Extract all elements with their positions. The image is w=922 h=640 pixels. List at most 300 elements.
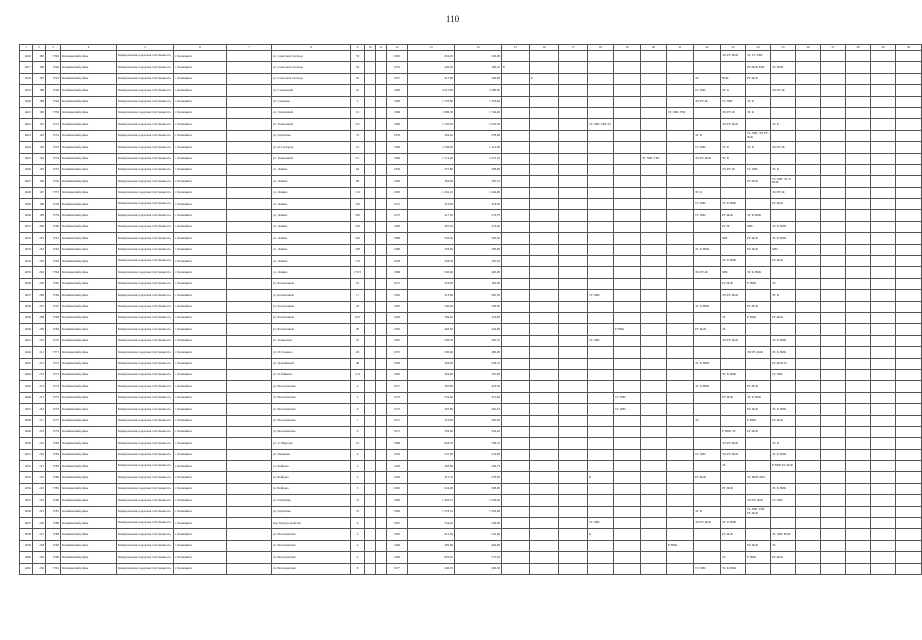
table-cell <box>846 529 871 540</box>
table-cell: Калининский район <box>61 256 117 267</box>
table-cell <box>376 153 387 164</box>
table-cell: 9 <box>351 426 365 437</box>
table-cell: г. Калининск <box>174 210 227 221</box>
table-cell <box>871 301 896 312</box>
table-cell <box>871 233 896 244</box>
table-cell: 6 <box>351 404 365 415</box>
table-cell <box>771 392 796 403</box>
table-cell <box>614 221 641 232</box>
table-cell: 17 <box>351 290 365 301</box>
table-cell: ТС ХВС <box>694 199 721 210</box>
table-cell: ЭО РУ-Ф-Ф <box>721 119 746 130</box>
table-cell: 463,00 <box>455 267 502 278</box>
table-cell: 5 <box>351 483 365 494</box>
table-cell <box>821 278 846 289</box>
table-cell <box>502 404 530 415</box>
table-cell: 1969 <box>387 153 408 164</box>
table-cell: 18 <box>351 301 365 312</box>
table-cell: 5759 <box>46 210 61 221</box>
table-cell: 294,60 <box>455 73 502 84</box>
table-cell <box>796 233 821 244</box>
table-cell <box>846 221 871 232</box>
table-cell <box>530 187 559 198</box>
table-cell: 222 <box>33 472 46 483</box>
table-cell: 53 <box>351 51 365 62</box>
table-cell: 1957 <box>387 73 408 84</box>
table-cell: г. Калининск <box>174 62 227 73</box>
table-cell: РУ-Ф-Ф <box>746 301 771 312</box>
table-cell: Калининский район <box>61 369 117 380</box>
table-row <box>20 483 922 494</box>
column-number: 16 <box>530 45 559 51</box>
table-cell <box>667 461 694 472</box>
table-cell <box>376 233 387 244</box>
table-cell <box>871 449 896 460</box>
table-cell: 5785 <box>46 483 61 494</box>
table-cell: 4627 <box>20 176 33 187</box>
table-cell: Коммунальная городская собственность <box>117 130 174 141</box>
table-cell <box>641 483 667 494</box>
table-cell <box>614 461 641 472</box>
column-number: 23 <box>721 45 746 51</box>
table-cell <box>821 324 846 335</box>
table-cell <box>896 358 922 369</box>
table-cell <box>796 199 821 210</box>
table-cell: ТС ХВС <box>614 392 641 403</box>
column-number: 24 <box>746 45 771 51</box>
table-cell: ЭО РУ-Ф <box>694 96 721 107</box>
table-cell: г. Калининск <box>174 96 227 107</box>
table-cell <box>227 506 272 517</box>
table-cell <box>502 290 530 301</box>
table-cell <box>896 404 922 415</box>
table-cell <box>641 278 667 289</box>
table-cell: Е НОК РУ-Ф-Ф <box>771 461 796 472</box>
table-cell <box>365 119 376 130</box>
table-cell <box>796 552 821 563</box>
table-cell <box>365 130 376 141</box>
table-cell <box>227 438 272 449</box>
table-cell <box>559 210 588 221</box>
table-cell: 1 720,20 <box>408 119 455 130</box>
table-cell <box>821 518 846 529</box>
table-cell: 1971 <box>387 415 408 426</box>
table-cell <box>559 495 588 506</box>
table-cell <box>796 176 821 187</box>
table-cell <box>559 472 588 483</box>
table-cell: 219 <box>33 438 46 449</box>
table-cell: г. Калининск <box>174 301 227 312</box>
table-cell <box>846 426 871 437</box>
table-cell <box>796 426 821 437</box>
table-cell: ул. Ленина <box>272 256 351 267</box>
table-cell: г. Калининск <box>174 221 227 232</box>
table-cell <box>641 324 667 335</box>
table-cell: 1955 <box>387 62 408 73</box>
table-cell <box>746 483 771 494</box>
table-cell: 4645 <box>20 381 33 392</box>
table-cell <box>694 119 721 130</box>
table-cell: 5769 <box>46 324 61 335</box>
table-cell <box>746 153 771 164</box>
table-cell <box>721 381 746 392</box>
table-cell <box>896 347 922 358</box>
table-cell: Коммунальная городская собственность <box>117 278 174 289</box>
table-cell <box>559 335 588 346</box>
column-number: 18 <box>588 45 614 51</box>
table-cell <box>227 290 272 301</box>
table-cell <box>667 324 694 335</box>
table-cell <box>376 96 387 107</box>
table-cell <box>502 495 530 506</box>
table-cell <box>871 381 896 392</box>
table-cell <box>227 335 272 346</box>
table-cell <box>614 301 641 312</box>
table-cell: 18/1 <box>351 312 365 323</box>
table-cell: РУ-Ф-Ф ТС <box>771 358 796 369</box>
table-cell <box>641 415 667 426</box>
table-cell: 160 <box>351 210 365 221</box>
table-cell <box>588 426 614 437</box>
table-cell <box>896 472 922 483</box>
table-cell <box>227 85 272 96</box>
table-cell: г. Калининск <box>174 130 227 141</box>
table-cell <box>821 529 846 540</box>
table-cell <box>871 73 896 84</box>
table-cell: 203 <box>33 256 46 267</box>
table-cell: НОК <box>721 73 746 84</box>
table-row <box>20 107 922 118</box>
table-cell <box>871 244 896 255</box>
table-cell <box>796 506 821 517</box>
table-cell: ул. Ленина <box>272 187 351 198</box>
table-cell: ЭС НОК <box>771 62 796 73</box>
table-cell <box>667 176 694 187</box>
column-number: 26 <box>796 45 821 51</box>
table-cell <box>376 392 387 403</box>
table-cell <box>871 461 896 472</box>
table-cell: 1964 <box>387 472 408 483</box>
table-cell <box>376 312 387 323</box>
table-cell <box>530 312 559 323</box>
table-cell: Коммунальная городская собственность <box>117 62 174 73</box>
table-cell: ЭС ХВС НОК <box>771 529 796 540</box>
table-cell <box>588 176 614 187</box>
table-cell: Коммунальная городская собственность <box>117 301 174 312</box>
table-cell: г. Калининск <box>174 142 227 153</box>
table-cell <box>227 256 272 267</box>
table-cell <box>227 415 272 426</box>
table-cell <box>530 62 559 73</box>
table-cell: 164 <box>351 221 365 232</box>
table-cell: 5775 <box>46 392 61 403</box>
table-cell <box>821 506 846 517</box>
table-cell: Калининский район <box>61 358 117 369</box>
table-cell: 1990 <box>387 221 408 232</box>
table-cell <box>641 119 667 130</box>
table-cell: 186 <box>33 62 46 73</box>
table-cell: 615,50 <box>408 529 455 540</box>
table-cell: ТС ХВС <box>694 563 721 574</box>
table-cell <box>376 130 387 141</box>
table-cell <box>796 187 821 198</box>
table-cell: 4635 <box>20 267 33 278</box>
table-cell: ЭО РУ-Ф <box>771 187 796 198</box>
table-cell: 268,75 <box>455 461 502 472</box>
table-cell: 1959 <box>387 164 408 175</box>
table-cell <box>746 85 771 96</box>
table-cell: 1975 <box>387 347 408 358</box>
table-row <box>20 164 922 175</box>
table-cell: г. Калининск <box>174 381 227 392</box>
table-cell: РУ-Ф-Ф <box>746 176 771 187</box>
table-cell <box>871 369 896 380</box>
table-cell: 1965 <box>387 483 408 494</box>
table-cell <box>365 290 376 301</box>
table-cell <box>871 85 896 96</box>
table-cell: 417,60 <box>408 73 455 84</box>
table-cell <box>846 392 871 403</box>
table-cell <box>614 85 641 96</box>
table-cell <box>896 256 922 267</box>
table-cell <box>588 563 614 574</box>
table-cell: Калининский район <box>61 426 117 437</box>
table-cell <box>871 404 896 415</box>
table-cell <box>502 461 530 472</box>
table-cell: Калининский район <box>61 381 117 392</box>
table-cell <box>376 369 387 380</box>
table-cell <box>227 164 272 175</box>
table-cell <box>365 210 376 221</box>
table-cell: ул. Ленина <box>272 244 351 255</box>
table-cell <box>694 552 721 563</box>
table-cell <box>614 107 641 118</box>
table-cell <box>559 358 588 369</box>
table-cell: ЭО РУ-Ф <box>694 267 721 278</box>
table-cell <box>588 540 614 551</box>
table-cell: г. Калининск <box>174 483 227 494</box>
table-cell <box>821 483 846 494</box>
table-cell: 1 703,80 <box>408 96 455 107</box>
table-cell: 1965 <box>387 51 408 62</box>
table-cell <box>667 199 694 210</box>
table-cell: 1965 <box>387 369 408 380</box>
table-cell <box>796 335 821 346</box>
table-cell: 4626 <box>20 164 33 175</box>
table-cell: РУ-Ф-Ф <box>721 529 746 540</box>
table-cell <box>821 107 846 118</box>
table-cell <box>614 426 641 437</box>
table-cell <box>871 278 896 289</box>
table-cell: г. Калининск <box>174 369 227 380</box>
table-cell: Е НОК <box>746 312 771 323</box>
table-cell: 5745 <box>46 73 61 84</box>
table-cell <box>667 438 694 449</box>
table-cell: г. Калининск <box>174 347 227 358</box>
table-cell <box>667 381 694 392</box>
table-cell <box>694 62 721 73</box>
table-cell <box>502 506 530 517</box>
table-cell: ЭС К НОК <box>771 347 796 358</box>
table-cell <box>641 176 667 187</box>
table-cell: 4644 <box>20 369 33 380</box>
column-number: 6 <box>174 45 227 51</box>
table-cell <box>846 540 871 551</box>
table-cell: ул. Тропининой <box>272 358 351 369</box>
table-cell <box>871 335 896 346</box>
table-cell <box>871 267 896 278</box>
table-cell <box>846 164 871 175</box>
table-cell <box>376 210 387 221</box>
table-cell: Калининский район <box>61 130 117 141</box>
table-cell: 4661 <box>20 563 33 574</box>
table-cell <box>227 381 272 392</box>
table-cell: 5776 <box>46 404 61 415</box>
table-cell <box>821 142 846 153</box>
table-cell <box>641 221 667 232</box>
table-cell <box>227 312 272 323</box>
table-cell <box>559 392 588 403</box>
table-cell <box>694 529 721 540</box>
table-cell <box>667 51 694 62</box>
table-cell <box>746 324 771 335</box>
table-cell <box>376 506 387 517</box>
table-cell <box>227 518 272 529</box>
table-cell <box>641 506 667 517</box>
table-cell <box>796 164 821 175</box>
table-cell <box>227 392 272 403</box>
table-cell: г. Калининск <box>174 187 227 198</box>
table-cell: 4622 <box>20 119 33 130</box>
table-cell: Калининский район <box>61 461 117 472</box>
table-cell: Калининский район <box>61 552 117 563</box>
table-cell: 5760 <box>46 221 61 232</box>
table-cell: 416,90 <box>408 199 455 210</box>
table-cell: 375,80 <box>408 164 455 175</box>
table-cell: 545,40 <box>408 267 455 278</box>
table-cell: 72 <box>351 495 365 506</box>
table-cell: 1978 <box>387 256 408 267</box>
table-cell: 170 <box>351 256 365 267</box>
table-row <box>20 552 922 563</box>
table-cell <box>365 335 376 346</box>
table-cell <box>796 404 821 415</box>
table-cell <box>530 324 559 335</box>
table-cell <box>667 506 694 517</box>
table-cell: ул. Батальонная <box>272 312 351 323</box>
table-cell: ЭС К НОК <box>694 301 721 312</box>
table-cell: Калининский район <box>61 415 117 426</box>
table-cell <box>694 483 721 494</box>
table-cell <box>771 563 796 574</box>
table-cell <box>667 290 694 301</box>
table-cell: 5788 <box>46 518 61 529</box>
table-cell <box>502 312 530 323</box>
table-cell <box>530 506 559 517</box>
table-cell <box>871 176 896 187</box>
table-cell: 4625 <box>20 153 33 164</box>
table-cell <box>502 233 530 244</box>
table-cell: 1 086,30 <box>408 107 455 118</box>
table-cell: г. Калининск <box>174 495 227 506</box>
table-cell <box>821 312 846 323</box>
table-cell <box>871 426 896 437</box>
table-cell <box>365 461 376 472</box>
table-cell: ТС ХВС <box>746 164 771 175</box>
table-cell <box>559 506 588 517</box>
table-cell: Коммунальная городская собственность <box>117 210 174 221</box>
table-cell: Калининский район <box>61 233 117 244</box>
table-cell: Калининский район <box>61 472 117 483</box>
table-cell <box>771 324 796 335</box>
table-row <box>20 267 922 278</box>
table-cell: 4 <box>351 552 365 563</box>
table-cell <box>614 130 641 141</box>
table-cell: 26 <box>351 347 365 358</box>
table-cell: Коммунальная городская собственность <box>117 506 174 517</box>
table-cell <box>502 540 530 551</box>
table-cell: Коммунальная городская собственность <box>117 415 174 426</box>
table-cell: г. Калининск <box>174 51 227 62</box>
table-cell <box>376 381 387 392</box>
column-number: 19 <box>614 45 641 51</box>
table-cell: 225 <box>33 506 46 517</box>
table-cell: Калининский район <box>61 51 117 62</box>
table-cell <box>821 210 846 221</box>
table-cell: Коммунальная городская собственность <box>117 563 174 574</box>
table-cell: ул. Суворова <box>272 96 351 107</box>
table-cell: ЭО РУ-Ф-Ф <box>694 153 721 164</box>
table-cell: 494,00 <box>455 540 502 551</box>
table-cell: РУ-Ф-Ф <box>771 312 796 323</box>
table-cell <box>588 358 614 369</box>
table-cell: РУ-Ф-Ф <box>746 540 771 551</box>
table-cell <box>502 176 530 187</box>
table-cell <box>641 312 667 323</box>
table-cell: 4642 <box>20 347 33 358</box>
table-cell: 1 714,20 <box>408 153 455 164</box>
table-cell: 1971 <box>387 426 408 437</box>
table-cell: Коммунальная городская собственность <box>117 119 174 130</box>
table-cell: 227 <box>33 529 46 540</box>
table-cell <box>796 267 821 278</box>
table-cell <box>614 199 641 210</box>
table-cell: 5758 <box>46 199 61 210</box>
table-cell <box>365 518 376 529</box>
table-cell <box>694 290 721 301</box>
table-cell <box>846 107 871 118</box>
table-cell <box>376 404 387 415</box>
table-cell: ХВС <box>721 233 746 244</box>
table-cell: г. Калининск <box>174 461 227 472</box>
table-cell: ул. Я. Гаспаров <box>272 142 351 153</box>
table-cell: 4618 <box>20 73 33 84</box>
table-cell: 278,90 <box>455 130 502 141</box>
table-cell <box>502 472 530 483</box>
table-row <box>20 540 922 551</box>
table-cell <box>821 381 846 392</box>
table-cell <box>530 85 559 96</box>
table-cell <box>796 221 821 232</box>
table-cell: 364,00 <box>455 278 502 289</box>
table-cell: ЭС К НОК <box>746 267 771 278</box>
table-cell <box>227 62 272 73</box>
table-cell <box>365 563 376 574</box>
table-cell <box>614 153 641 164</box>
table-cell <box>588 96 614 107</box>
table-cell <box>667 62 694 73</box>
table-cell: г. Калининск <box>174 358 227 369</box>
